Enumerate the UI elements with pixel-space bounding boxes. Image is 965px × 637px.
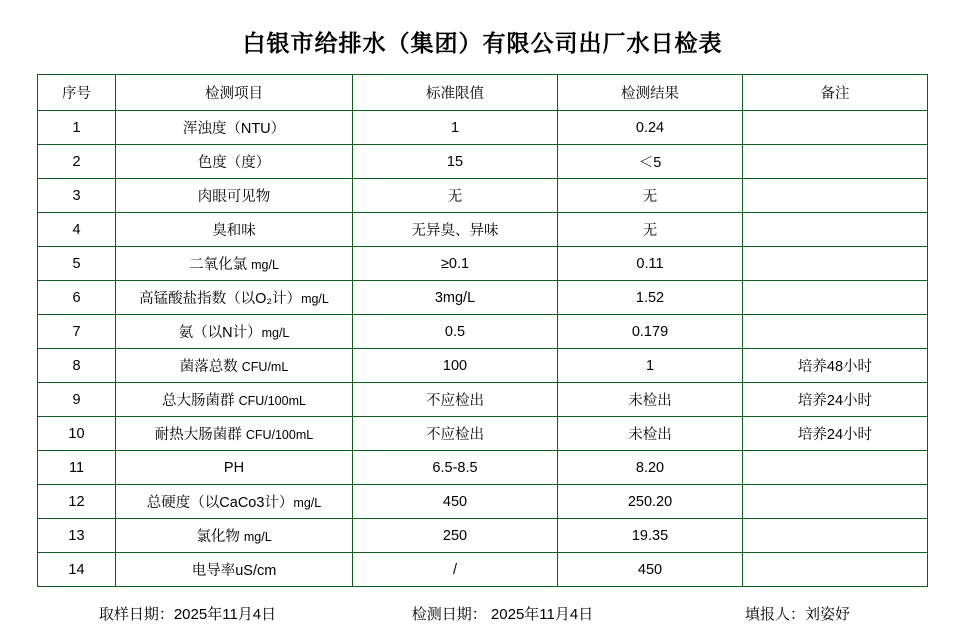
cell-result: 1.52 xyxy=(558,281,743,315)
cell-std: 100 xyxy=(353,349,558,383)
cell-std: 不应检出 xyxy=(353,417,558,451)
column-header-item: 检测项目 xyxy=(116,75,353,111)
table-row xyxy=(38,247,928,281)
page-title: 白银市给排水（集团）有限公司出厂水日检表 xyxy=(242,30,723,56)
footer xyxy=(38,587,928,624)
table-row xyxy=(38,315,928,349)
cell-result: 1 xyxy=(558,349,743,383)
column-header-note: 备注 xyxy=(743,75,928,111)
cell-note xyxy=(743,553,928,587)
table-header xyxy=(38,75,928,111)
cell-note xyxy=(743,247,928,281)
table-row xyxy=(38,383,928,417)
item-unit: CFU/100mL xyxy=(245,428,314,442)
cell-result: 未检出 xyxy=(558,383,743,417)
cell-note xyxy=(743,315,928,349)
cell-std: / xyxy=(353,553,558,587)
column-header-result: 检测结果 xyxy=(558,75,743,111)
cell-no: 12 xyxy=(38,485,116,519)
cell-no: 11 xyxy=(38,451,116,485)
cell-std: 无 xyxy=(353,179,558,213)
cell-std: 15 xyxy=(353,145,558,179)
table-row xyxy=(38,349,928,383)
cell-std: 450 xyxy=(353,485,558,519)
item-label: 菌落总数 xyxy=(179,359,238,375)
reporter-name: 填报人：刘姿妤 xyxy=(744,606,850,623)
cell-no: 7 xyxy=(38,315,116,349)
cell-no: 14 xyxy=(38,553,116,587)
cell-item xyxy=(116,281,353,315)
cell-note xyxy=(743,179,928,213)
cell-result: 0.11 xyxy=(558,247,743,281)
cell-result: 250.20 xyxy=(558,485,743,519)
cell-item xyxy=(116,111,353,145)
cell-item xyxy=(116,145,353,179)
table-row xyxy=(38,281,928,315)
cell-no: 2 xyxy=(38,145,116,179)
item-unit: mg/L xyxy=(261,326,290,340)
test-date: 检测日期： 2025年11月4日 xyxy=(411,606,594,623)
cell-note: 培养24小时 xyxy=(743,383,928,417)
table-body xyxy=(38,111,928,587)
item-unit: CFU/mL xyxy=(241,360,289,374)
cell-no: 3 xyxy=(38,179,116,213)
cell-result: 450 xyxy=(558,553,743,587)
cell-std: 250 xyxy=(353,519,558,553)
cell-no: 6 xyxy=(38,281,116,315)
cell-item xyxy=(116,519,353,553)
table-row xyxy=(38,417,928,451)
table-header-row xyxy=(38,75,928,111)
cell-no: 8 xyxy=(38,349,116,383)
table-row xyxy=(38,213,928,247)
cell-result: 19.35 xyxy=(558,519,743,553)
cell-item xyxy=(116,485,353,519)
table-row xyxy=(38,179,928,213)
item-unit: mg/L xyxy=(301,292,329,306)
cell-item xyxy=(116,179,353,213)
cell-std: 不应检出 xyxy=(353,383,558,417)
item-unit: mg/L xyxy=(293,496,322,510)
cell-no: 1 xyxy=(38,111,116,145)
item-label: 总大肠菌群 xyxy=(162,393,235,409)
cell-note xyxy=(743,213,928,247)
item-label: 总硬度（以CaCo3计） xyxy=(146,495,294,511)
item-label: 浑浊度（NTU） xyxy=(182,121,286,137)
cell-std: ≥0.1 xyxy=(353,247,558,281)
cell-note xyxy=(743,451,928,485)
cell-std: 0.5 xyxy=(353,315,558,349)
item-label: 耐热大肠菌群 xyxy=(154,427,242,443)
cell-item xyxy=(116,315,353,349)
table-row xyxy=(38,485,928,519)
item-label: 高锰酸盐指数（以O₂计） xyxy=(139,291,302,307)
table-row xyxy=(38,451,928,485)
cell-std: 1 xyxy=(353,111,558,145)
cell-item xyxy=(116,213,353,247)
cell-no: 10 xyxy=(38,417,116,451)
cell-no: 4 xyxy=(38,213,116,247)
item-label: 色度（度） xyxy=(197,155,271,171)
item-label: 氨（以N计） xyxy=(178,325,262,341)
sample-date: 取样日期：2025年11月4日 xyxy=(98,606,277,623)
cell-note: 培养24小时 xyxy=(743,417,928,451)
item-label: 肉眼可见物 xyxy=(197,189,271,205)
table-row xyxy=(38,145,928,179)
cell-result: ＜5 xyxy=(558,145,743,179)
cell-item xyxy=(116,349,353,383)
cell-note: 培养48小时 xyxy=(743,349,928,383)
cell-item xyxy=(116,247,353,281)
cell-note xyxy=(743,145,928,179)
item-unit: mg/L xyxy=(251,258,279,272)
cell-item xyxy=(116,383,353,417)
cell-no: 9 xyxy=(38,383,116,417)
item-unit: mg/L xyxy=(243,530,272,544)
cell-std: 6.5-8.5 xyxy=(353,451,558,485)
cell-result: 0.179 xyxy=(558,315,743,349)
item-label: 电导率uS/cm xyxy=(191,563,277,579)
cell-note xyxy=(743,519,928,553)
item-label: 臭和味 xyxy=(212,223,256,239)
water-quality-table xyxy=(37,74,928,587)
cell-result: 未检出 xyxy=(558,417,743,451)
column-header-std: 标准限值 xyxy=(353,75,558,111)
cell-note xyxy=(743,281,928,315)
item-label: 氯化物 xyxy=(196,529,240,545)
cell-result: 无 xyxy=(558,213,743,247)
cell-no: 13 xyxy=(38,519,116,553)
cell-std: 3mg/L xyxy=(353,281,558,315)
cell-note xyxy=(743,111,928,145)
table-row xyxy=(38,519,928,553)
cell-result: 无 xyxy=(558,179,743,213)
table-row xyxy=(38,553,928,587)
column-header-no: 序号 xyxy=(38,75,116,111)
item-unit: CFU/100mL xyxy=(238,394,306,408)
cell-item xyxy=(116,553,353,587)
cell-no: 5 xyxy=(38,247,116,281)
cell-result: 8.20 xyxy=(558,451,743,485)
cell-result: 0.24 xyxy=(558,111,743,145)
cell-item xyxy=(116,451,353,485)
item-label: 二氧化氯 xyxy=(189,257,248,273)
cell-item xyxy=(116,417,353,451)
cell-std: 无异臭、异味 xyxy=(353,213,558,247)
cell-note xyxy=(743,485,928,519)
table-row xyxy=(38,111,928,145)
item-label: PH xyxy=(223,459,245,476)
